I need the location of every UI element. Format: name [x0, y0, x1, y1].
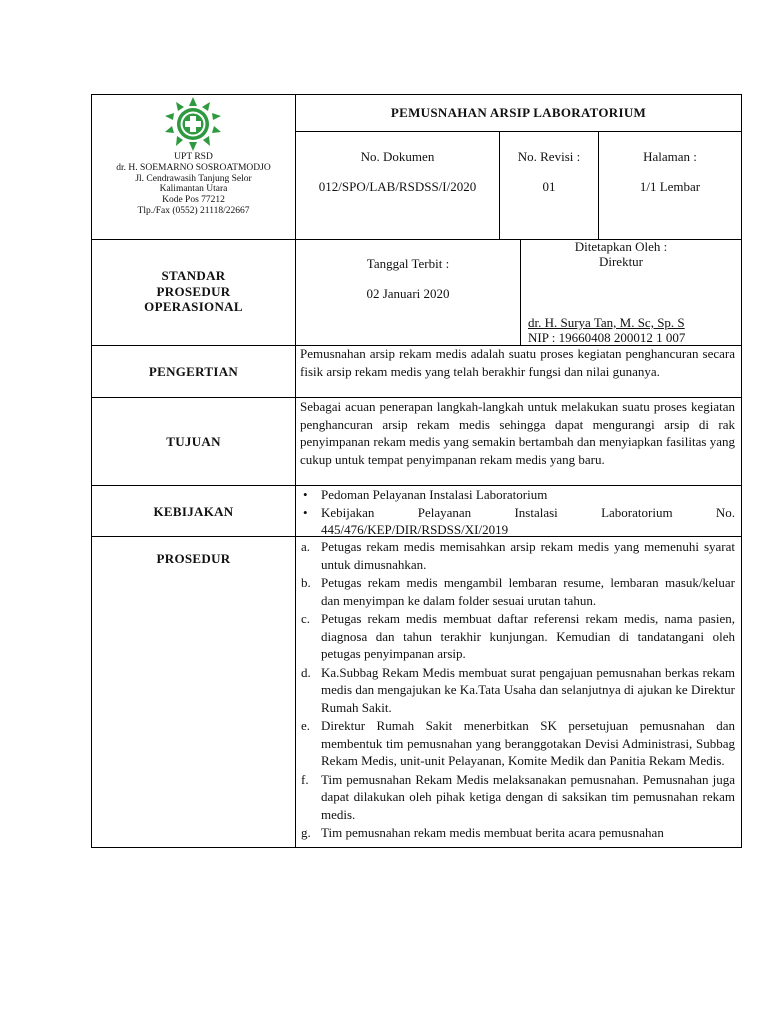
halaman-value: 1/1 Lembar	[639, 179, 701, 194]
list-item	[299, 610, 735, 663]
no-revisi-value: 01	[542, 179, 556, 194]
list-item	[299, 486, 735, 504]
ditetapkan-role: Direktur	[598, 254, 644, 269]
prosedur-list	[299, 538, 735, 843]
item-marker: d.	[301, 664, 311, 680]
list-item	[299, 824, 735, 842]
org-line: UPT RSD	[174, 152, 213, 162]
item-text: Petugas rekam medis memisahkan arsip rekam medis yang memenuhi syarat untuk dimusnahkan.	[321, 539, 735, 572]
ditetapkan-label: Ditetapkan Oleh :	[574, 239, 668, 254]
item-text: Petugas rekam medis mengambil lembaran resume, lembaran masuk/keluar dan menyimpan ke dalam folder sesuai urutan tahun.	[321, 575, 735, 608]
pengertian-label: PENGERTIAN	[148, 364, 239, 379]
org-line: Tlp./Fax (0552) 21118/22667	[137, 205, 250, 216]
signer-name: dr. H. Surya Tan, M. Sc, Sp. S	[528, 315, 685, 330]
prosedur-label: PROSEDUR	[156, 551, 231, 566]
item-text: Tim pemusnahan Rekam Medis melaksanakan pemusnahan. Pemusnahan juga dapat dilakukan oleh pihak ketiga dengan di saksikan tim pemusnahan rekam medis.	[321, 771, 735, 822]
item-marker: f.	[301, 771, 309, 787]
list-item	[299, 538, 735, 573]
tanggal-terbit-label: Tanggal Terbit :	[366, 256, 450, 271]
kebijakan-item-text: Pedoman Pelayanan Instalasi Laboratorium	[321, 487, 548, 502]
sop-title-line: PROSEDUR	[156, 283, 231, 299]
list-item	[299, 664, 735, 717]
hospital-logo	[158, 96, 228, 152]
sop-title	[92, 268, 295, 315]
kebijakan-list	[299, 486, 735, 539]
org-line: Kalimantan Utara	[159, 184, 228, 195]
item-marker: g.	[301, 825, 311, 840]
organization-address	[92, 152, 295, 217]
kebijakan-label: KEBIJAKAN	[153, 504, 234, 519]
item-marker: b.	[301, 575, 311, 590]
item-marker: c.	[301, 611, 311, 626]
list-item	[299, 771, 735, 824]
kebijakan-item-text: Kebijakan Pelayanan Instalasi Laboratorium No. 445/476/KEP/DIR/RSDSS/XI/2019	[321, 504, 735, 537]
item-text: Direktur Rumah Sakit menerbitkan SK persetujuan pemusnahan dan membentuk tim pemusnahan yang beranggotakan Devisi Administrasi, Subbag Rekam Medis, unit-unit Pelayanan, Komite Medik dan Panitia Rekam Medis.	[321, 718, 735, 768]
item-text: Petugas rekam medis membuat daftar referensi rekam medis, nama pasien, diagnosa dan tahun terakhir kunjungan. Kemudian di tandatangani oleh petugas penyimpanan arsip.	[321, 611, 735, 661]
no-revisi-label: No. Revisi :	[517, 149, 581, 164]
sop-title-line: STANDAR	[161, 268, 226, 283]
org-line: Jl. Cendrawasih Tanjung Selor	[135, 173, 252, 184]
sop-title-line: OPERASIONAL	[144, 299, 243, 314]
no-dokumen-label: No. Dokumen	[360, 149, 435, 164]
pengertian-text: Pemusnahan arsip rekam medis adalah suatu proses kegiatan penghancuran secara fisik arsip rekam medis yang telah berakhir fungsi dan nilai gunanya.	[300, 346, 735, 379]
tanggal-terbit-value: 02 Januari 2020	[366, 286, 450, 301]
list-item	[299, 574, 735, 609]
item-marker: e.	[301, 718, 311, 733]
halaman-label: Halaman :	[643, 149, 697, 164]
no-dokumen-value: 012/SPO/LAB/RSDSS/I/2020	[318, 179, 477, 194]
item-text: Tim pemusnahan rekam medis membuat berita acara pemusnahan	[321, 825, 664, 840]
list-item	[299, 717, 735, 770]
list-item	[299, 504, 735, 539]
item-text: Ka.Subbag Rekam Medis membuat surat pengajuan pemusnahan berkas rekam medis dan mengajukan ke Ka.Tata Usaha dan selanjutnya di ajukan ke Direktur Rumah Sakit.	[321, 664, 735, 715]
item-marker: a.	[301, 539, 311, 554]
document-title: PEMUSNAHAN ARSIP LABORATORIUM	[390, 105, 647, 120]
tujuan-text: Sebagai acuan penerapan langkah-langkah untuk melakukan suatu proses kegiatan penghancuran arsip rekam medis sehingga dapat mengurangi arsip di rak penyimpanan rekam medis yang semakin bertambah dan menyiapkan fasilitas yang cukup untuk tempat penyimpanan rekam medis yang baru.	[300, 399, 735, 467]
tujuan-label: TUJUAN	[166, 434, 221, 449]
signer-nip: NIP : 19660408 200012 1 007	[528, 330, 686, 345]
org-line: Kode Pos 77212	[162, 195, 225, 206]
org-line: dr. H. SOEMARNO SOSROATMODJO	[116, 162, 271, 173]
